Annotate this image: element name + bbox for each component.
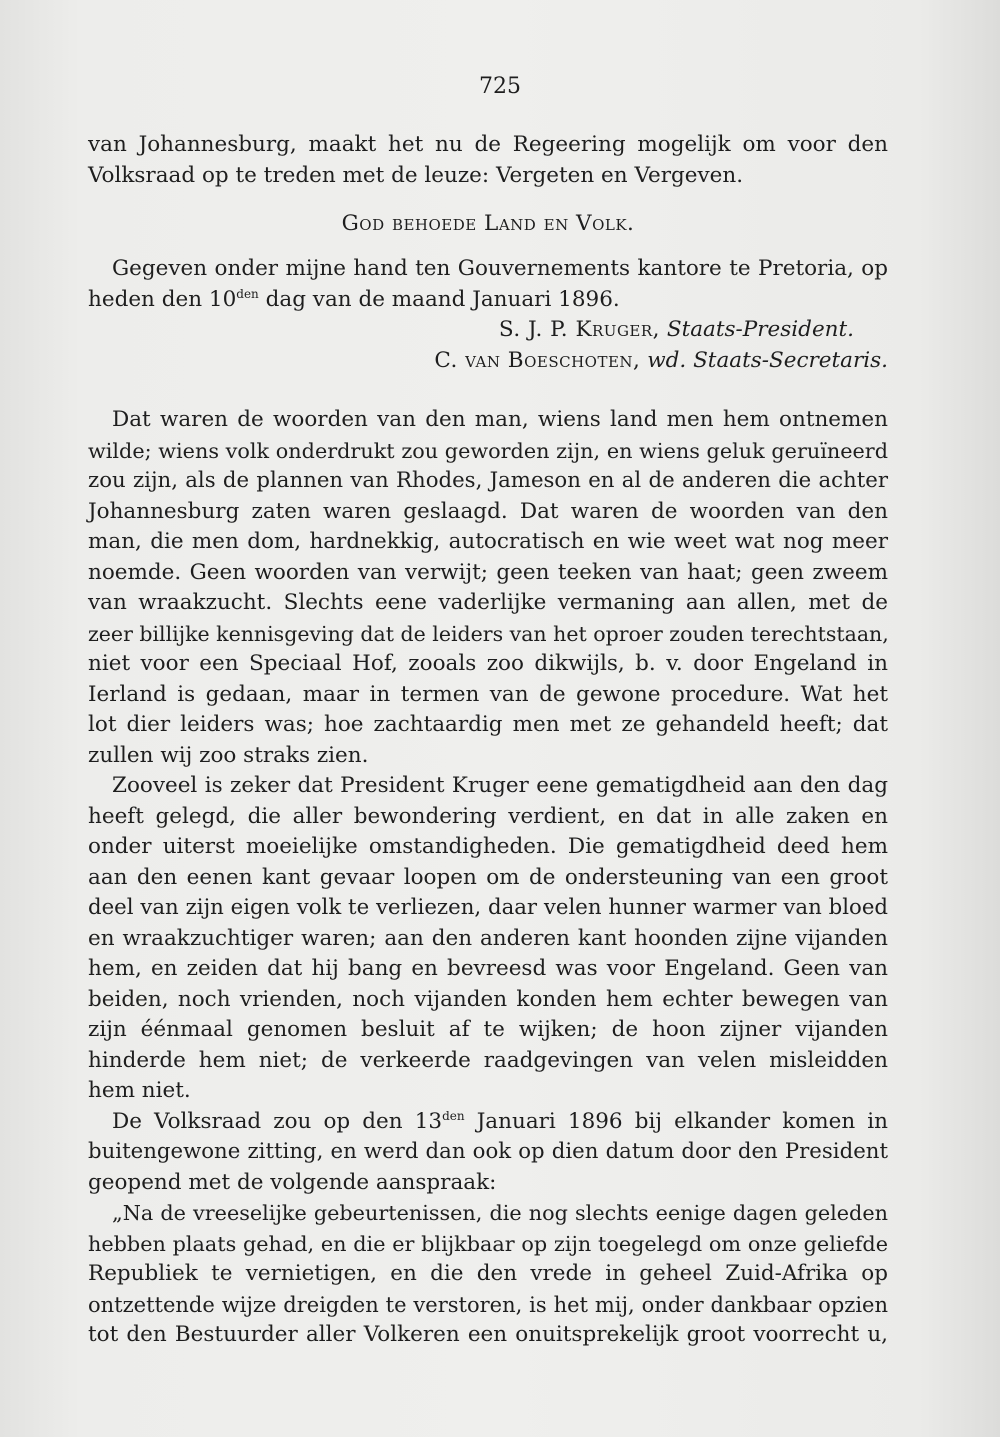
text-line: noemde. Geen woorden van verwijt; geen teeken van haat; geen zweem [88, 560, 888, 585]
dated-line [88, 285, 888, 315]
text-line: ontzettende wijze dreigden te verstoren, is het mij, onder dankbaar opzien [88, 1293, 888, 1317]
text-line: lot dier leiders was; hoe zachtaardig men met ze gehandeld heeft; dat [88, 712, 888, 737]
text-line: beiden, noch vrienden, noch vijanden konden hem echter bewegen van [88, 987, 888, 1012]
text-line: Johannesburg zaten waren geslaagd. Dat waren de woorden van den [88, 499, 888, 524]
text-line: van Johannesburg, maakt het nu de Regeering mogelijk om voor den [88, 132, 888, 157]
text-line: zeer billijke kennisgeving dat de leiders van het oproer zouden terechtstaan, [88, 622, 889, 646]
text-line: Dat waren de woorden van den man, wiens land men hem ontnemen [112, 407, 888, 432]
text-fragment: De Volksraad zou op den 13 [112, 1109, 443, 1134]
text-fragment: dag van de maand Januari 1896. [258, 287, 620, 312]
superscript: den [442, 1109, 465, 1123]
text-line: Volksraad op te treden met de leuze: Vergeten en Vergeven. [88, 163, 744, 188]
signatory-title: wd. Staats-Secretaris. [647, 348, 888, 373]
text-line: zullen wij zoo straks zien. [88, 743, 369, 768]
text-line: Ierland is gedaan, maar in termen van de gewone procedure. Wat het [88, 682, 888, 707]
text-line: hinderde hem niet; de verkeerde raadgevingen van velen misleidden [88, 1048, 888, 1073]
text-line: Gegeven onder mijne hand ten Gouvernements kantore te Pretoria, op [112, 256, 888, 281]
signatory-name: S. J. P. Kruger, [498, 317, 661, 342]
text-line: deel van zijn eigen volk te verliezen, daar velen hunner warmer van bloed [88, 895, 888, 920]
text-line: niet voor een Speciaal Hof, zooals zoo dikwijls, b. v. door Engeland in [88, 651, 888, 676]
signatory-name: C. van Boeschoten, [434, 348, 641, 373]
superscript: den [236, 287, 259, 301]
text-line: Zooveel is zeker dat President Kruger eene gematigdheid aan den dag [112, 773, 888, 798]
text-line: hem niet. [88, 1078, 191, 1103]
text-line: van wraakzucht. Slechts eene vaderlijke vermaning aan allen, met de [88, 590, 888, 615]
text-line: aan den eenen kant gevaar loopen om de ondersteuning van een groot [88, 865, 888, 890]
text-line: „Na de vreeselijke gebeurtenissen, die nog slechts eenige dagen geleden [112, 1201, 888, 1225]
dated-line [88, 1107, 888, 1137]
text-line: en wraakzuchtiger waren; aan den anderen kant hoonden zijne vijanden [88, 926, 888, 951]
page-number: 725 [479, 74, 521, 99]
text-line: Republiek te vernietigen, en die den vrede in geheel Zuid-Afrika op [88, 1261, 888, 1286]
text-fragment: Januari 1896 bij elkander komen in [464, 1109, 889, 1134]
text-line: zijn éénmaal genomen besluit af te wijken; de hoon zijner vijanden [88, 1017, 888, 1042]
text-fragment: heden den 10 [88, 287, 237, 312]
text-line: hebben plaats gehad, en die er blijkbaar op zijn toegelegd om onze geliefde [88, 1232, 888, 1256]
text-line: man, die men dom, hardnekkig, autocratisch en wie weet wat nog meer [88, 529, 888, 554]
signature-secretary [88, 346, 888, 376]
signatory-title: Staats-President. [666, 317, 854, 342]
signature-president [88, 315, 888, 345]
text-line: heeft gelegd, die aller bewondering verdient, en dat in alle zaken en [88, 804, 888, 829]
text-line: hem, en zeiden dat hij bang en bevreesd was voor Engeland. Geen van [88, 956, 888, 981]
text-line: zou zijn, als de plannen van Rhodes, Jameson en al de anderen die achter [88, 468, 888, 493]
text-line: wilde; wiens volk onderdrukt zou geworden zijn, en wiens geluk geruïneerd [88, 439, 888, 463]
text-line: tot den Bestuurder aller Volkeren een onuitsprekelijk groot voorrecht u, [88, 1322, 888, 1347]
motto-heading: God behoede Land en Volk. [341, 211, 635, 236]
text-line: geopend met de volgende aanspraak: [88, 1170, 497, 1195]
text-line: buitengewone zitting, en werd dan ook op dien datum door den President [88, 1139, 888, 1164]
text-line: onder uiterst moeielijke omstandigheden. Die gematigdheid deed hem [88, 834, 888, 859]
